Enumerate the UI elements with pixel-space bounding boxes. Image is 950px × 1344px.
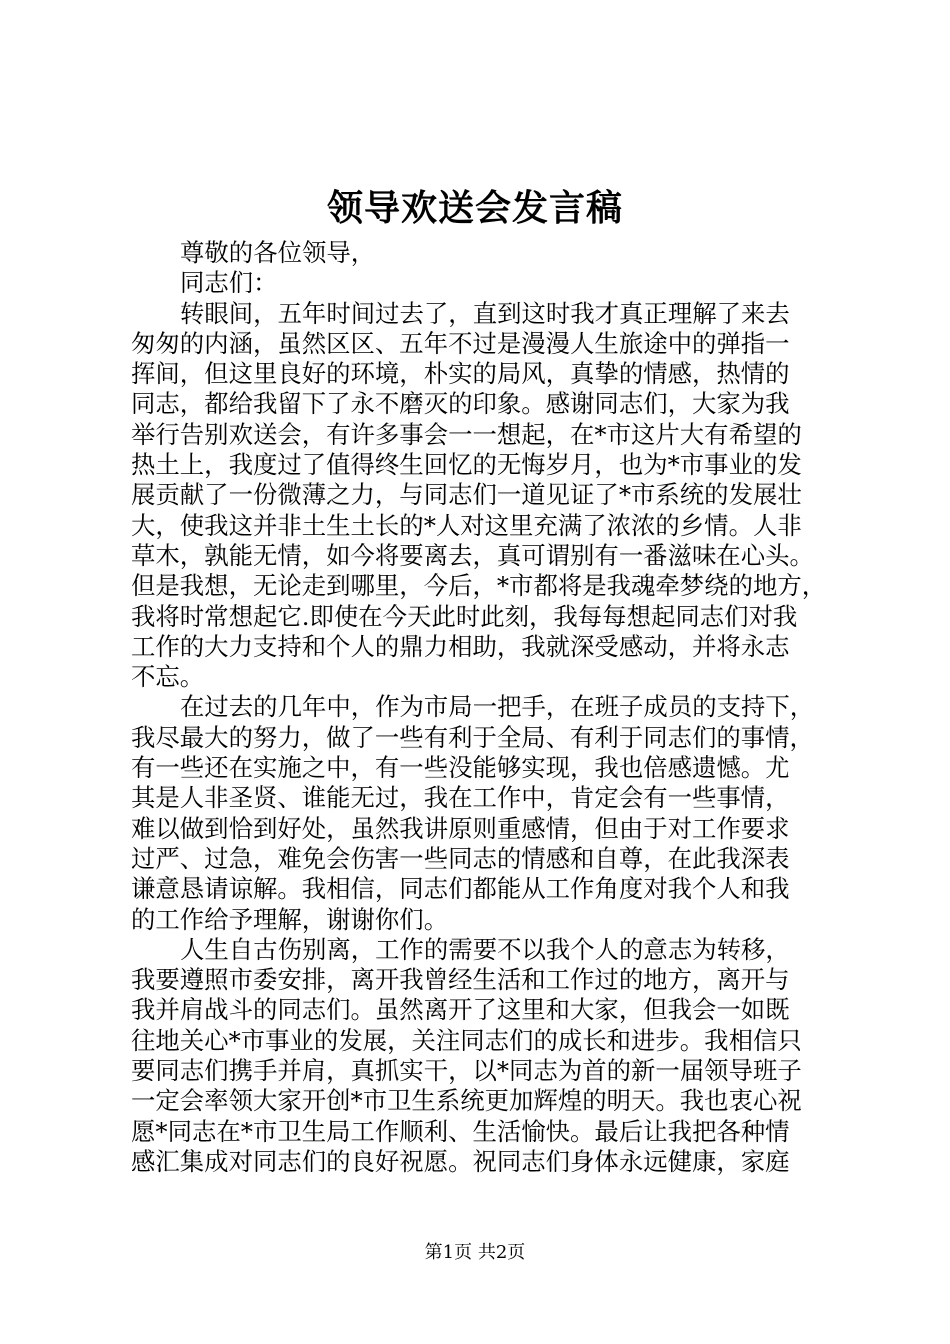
text-line: 感汇集成对同志们的良好祝愿。祝同志们身体永远健康，家庭: [131, 1146, 790, 1176]
text-line: 难以做到恰到好处，虽然我讲原则重感情，但由于对工作要求: [131, 813, 790, 843]
document-title: 领导欢送会发言稿: [326, 187, 623, 229]
page-footer: 第1页 共2页: [424, 1242, 526, 1263]
text-line: 其是人非圣贤、谁能无过，我在工作中，肯定会有一些事情，: [131, 783, 790, 813]
text-line: 一定会率领大家开创*市卫生系统更加辉煌的明天。我也衷心祝: [131, 1086, 802, 1116]
text-line: 我要遵照市委安排，离开我曾经生活和工作过的地方，离开与: [131, 965, 790, 995]
text-line: 热土上，我度过了值得终生回忆的无悔岁月，也为*市事业的发: [131, 450, 802, 480]
text-line: 有一些还在实施之中，有一些没能够实现，我也倍感遗憾。尤: [131, 753, 790, 783]
text-line: 要同志们携手并肩，真抓实干，以*同志为首的新一届领导班子: [131, 1056, 802, 1086]
text-line: 举行告别欢送会，有许多事会一一想起，在*市这片大有希望的: [131, 419, 802, 449]
text-line: 大，使我这并非土生土长的*人对这里充满了浓浓的乡情。人非: [131, 510, 802, 540]
text-line: 谦意恳请谅解。我相信，同志们都能从工作角度对我个人和我: [131, 874, 790, 904]
text-line: 草木，孰能无情，如今将要离去，真可谓别有一番滋味在心头。: [131, 540, 814, 570]
text-line: 的工作给予理解，谢谢你们。: [131, 904, 449, 934]
text-line: 我尽最大的努力，做了一些有利于全局、有利于同志们的事情，: [131, 722, 814, 752]
text-line: 工作的大力支持和个人的鼎力相助，我就深受感动，并将永志: [131, 631, 790, 661]
text-line: 展贡献了一份微薄之力，与同志们一道见证了*市系统的发展壮: [131, 480, 802, 510]
text-line: 不忘。: [131, 662, 205, 692]
text-line: 匆匆的内涵，虽然区区、五年不过是漫漫人生旅途中的弹指一: [131, 328, 790, 358]
text-line: 挥间，但这里良好的环境，朴实的局风，真挚的情感，热情的: [131, 359, 790, 389]
text-line: 在过去的几年中，作为市局一把手，在班子成员的支持下，: [180, 692, 815, 722]
text-line: 我并肩战斗的同志们。虽然离开了这里和大家，但我会一如既: [131, 995, 790, 1025]
text-line: 转眼间，五年时间过去了，直到这时我才真正理解了来去: [180, 298, 790, 328]
text-line: 愿*同志在*市卫生局工作顺利、生活愉快。最后让我把各种情: [131, 1116, 790, 1146]
text-line: 往地关心*市事业的发展，关注同志们的成长和进步。我相信只: [131, 1025, 802, 1055]
document-body: [131, 238, 831, 1177]
text-line: 人生自古伤别离，工作的需要不以我个人的意志为转移，: [180, 934, 790, 964]
text-line: 尊敬的各位领导，: [180, 238, 376, 267]
text-line: 过严、过急，难免会伤害一些同志的情感和自尊，在此我深表: [131, 843, 790, 873]
text-line: 但是我想，无论走到哪里，今后，*市都将是我魂牵梦绕的地方，: [131, 571, 827, 601]
text-line: 我将时常想起它.即使在今天此时此刻，我每每想起同志们对我: [131, 601, 798, 631]
text-line: 同志们：: [180, 268, 278, 298]
text-line: 同志，都给我留下了永不磨灭的印象。感谢同志们，大家为我: [131, 389, 790, 419]
